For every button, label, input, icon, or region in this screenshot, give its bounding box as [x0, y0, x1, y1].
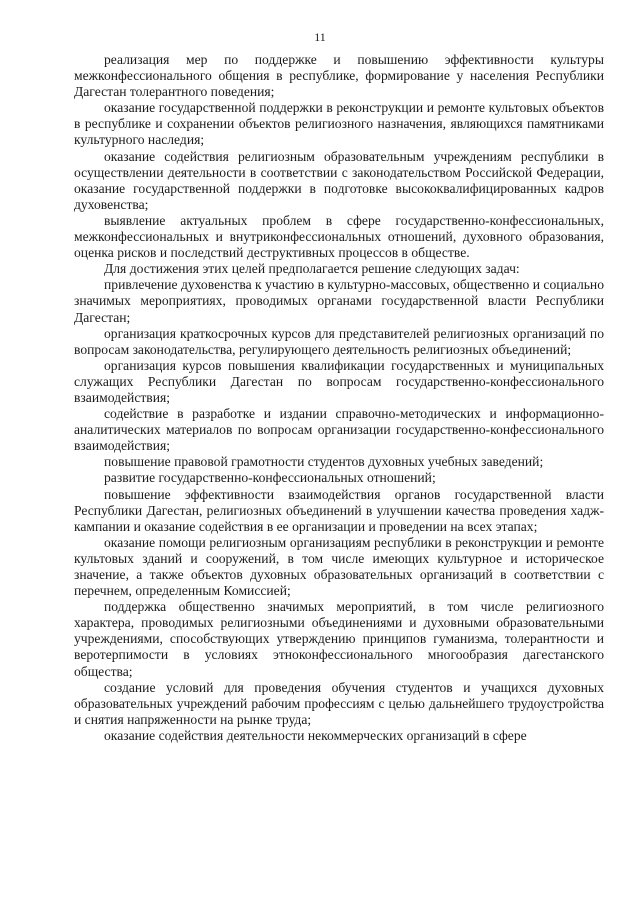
paragraph: поддержка общественно значимых мероприятий, в том числе религиозного характера, проводимых религиозными объединениями и духовными образовательными учреждениями, способствующих утверждению принципов гуманизма, толерантности и веротерпимости в условиях этноконфессионального многообразия дагестанского общества;: [74, 599, 604, 679]
paragraph: привлечение духовенства к участию в культурно-массовых, общественно и социально значимых мероприятиях, проводимых органами государственной власти Республики Дагестан;: [74, 277, 604, 325]
paragraph: оказание содействия деятельности некоммерческих организаций в сфере: [104, 727, 527, 743]
paragraph: повышение эффективности взаимодействия органов государственной власти Республики Дагестан, религиозных объединений в улучшении качества проведения хадж-кампании и оказание содействия в ее организации и проведении на всех этапах;: [74, 486, 604, 534]
paragraph: выявление актуальных проблем в сфере государственно-конфессиональных, межконфессиональных и внутриконфессиональных отношений, духовного образования, оценка рисков и последствий деструктивных процессов в обществе.: [74, 212, 604, 261]
paragraph: создание условий для проведения обучения студентов и учащихся духовных образовательных учреждений рабочим профессиям с целью дальнейшего трудоустройства и снятия напряженности на рынке труда;: [74, 679, 604, 727]
paragraph: организация краткосрочных курсов для представителей религиозных организаций по вопросам законодательства, регулирующего деятельность религиозных объединений;: [74, 325, 604, 357]
paragraph: содействие в разработке и издании справочно-методических и информационно-аналитических материалов по вопросам организации государственно-конфессионального взаимодействия;: [74, 406, 604, 454]
paragraph: реализация мер по поддержке и повышению эффективности культуры межконфессионального общения в республике, формирование у населения Республики Дагестан толерантного поведения;: [74, 52, 604, 100]
page-number: 11: [314, 30, 326, 44]
paragraph: оказание содействия религиозным образовательным учреждениям республики в осуществлении деятельности в соответствии с законодательством Российской Федерации, оказание государственной поддержки в подготовке высококвалифицированных кадров духовенства;: [74, 148, 604, 212]
paragraph: повышение правовой грамотности студентов духовных учебных заведений;: [104, 454, 544, 470]
document-body: [74, 52, 604, 744]
paragraph: оказание помощи религиозным организациям республики в реконструкции и ремонте культовых зданий и сооружений, в том числе имеющих культурное и историческое значение, а также объектов духовных образовательных организаций в соответствии с перечнем, определенным Комиссией;: [74, 534, 604, 599]
paragraph: Для достижения этих целей предполагается решение следующих задач:: [104, 261, 520, 277]
paragraph: организация курсов повышения квалификации государственных и муниципальных служащих Республики Дагестан по вопросам государственно-конфессионального взаимодействия;: [74, 357, 604, 405]
paragraph: развитие государственно-конфессиональных отношений;: [104, 470, 436, 486]
paragraph: оказание государственной поддержки в реконструкции и ремонте культовых объектов в республике и сохранении объектов религиозного назначения, являющихся памятниками культурного наследия;: [74, 100, 604, 148]
